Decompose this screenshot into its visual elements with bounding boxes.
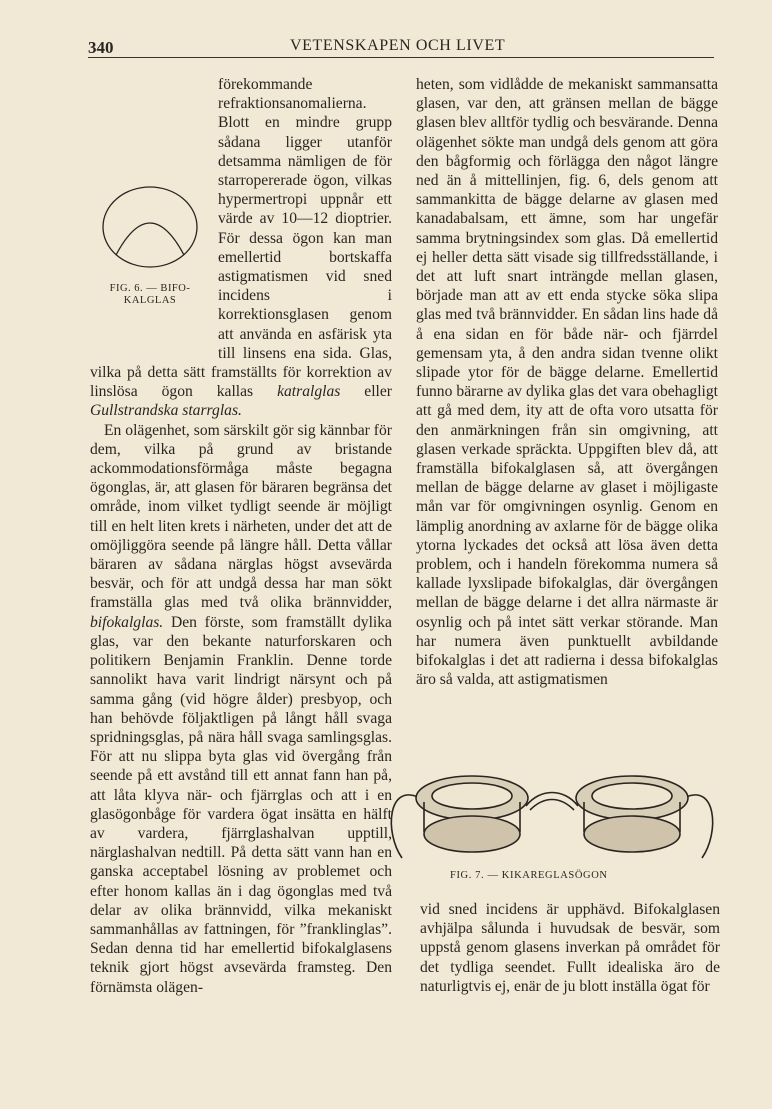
figure-6-caption: FIG. 6. — BIFO- KALGLAS [109, 283, 191, 306]
term-gullstrandska: Gullstrandska starrglas. [90, 402, 242, 420]
right-paragraph-2: vid sned incidens är upphävd. Bifokalglasen avhjälpa sålunda i huvudsak de besvär, som uppstå genom glasens inverkan på området för det tydliga seendet. Fullt idealiska äro de naturligtvis ej, enär de ju blott inställa ögat för [420, 901, 720, 995]
left-column [90, 75, 392, 997]
right-paragraph-1: heten, som vidlådde de mekaniskt sammansatta glasen, var den, att gränsen mellan de bägge glasen blev alltför tydlig och besvärande. Denna olägenhet sökte man undgå dels genom att göra den bågformig och förlägga den något längre ned än å mittellinjen, fig. 6, dels genom att sammankitta de bägge delarne av glasen med kanadabalsam, ett ämne, som har ungefär samma brytningsindex som glas. Då emellertid ej heller detta sätt visade sig tillfredsställande, i det att luft snart inträngde mellan glasen, började man att av ett enda stycke söka slipa glas med två brännvidder. En sådan lins hade då å ena sidan en för både när- och fjärrdel gemensam yta, å den andra sidan tvenne olikt slipade ytor för de bägge delarne. Emellertid funno bärarne av dylika glas det vara obehagligt att gå med dem, ity att de ofta voro utsatta för den anmärkningen från sin omgivning, att glasen verkade spräckta. Uppgiften blev då, att framställa bifokalglasen så, att övergången mellan de bägge delarne av glaset i möjligaste mån var för omgivningen osynlig. Genom en lämplig anordning av axlarne för de bägge olika ytorna lyckades det också att lösa även detta problem, och i handeln förekomma numera så kallade lyxslipade bifokalglas, där övergången mellan de bägge delarne i det allra närmaste är osynlig och på intet sätt verkar störande. Man har numera även punktuellt avbildande bifokalglas i det att radierna i dessa bifokalglas äro så valda, att astigmatismen [416, 76, 718, 689]
term-bifokalglas: bifokalglas. [90, 613, 164, 631]
bifocal-lens-diagram [100, 183, 200, 273]
left-paragraph-1: FIG. 6. — BIFO- KALGLAS förekommande refraktionsanomalierna. Blott en mindre grupp sådana ligger utanför detsamma nämligen de för starropererade ögon, vilkas hypermertropi uppnår ett värde av 10—12 dioptrier. För dessa ögon kan man emellertid bortskaffa astigmatismen vid sned incidens i korrektionsglasen genom att använda en asfärisk yta till linsens ena sida. Glas, vilka på detta sätt framställts för korrektion av linslösa ögon kallas katralglas eller Gullstrandska starrglas. [90, 76, 392, 420]
figure-6 [90, 171, 210, 347]
running-head: VETENSKAPEN OCH LIVET [290, 37, 506, 54]
right-column-continuation [420, 900, 720, 996]
header-rule [88, 57, 714, 58]
page-number: 340 [88, 38, 114, 57]
figure-7 [380, 762, 724, 890]
binocular-spectacles-illustration [380, 762, 724, 870]
term-katralglas: katralglas [277, 383, 341, 401]
right-column [416, 75, 718, 690]
figure-7-caption: FIG. 7. — KIKAREGLASÖGON [450, 870, 608, 881]
left-paragraph-2: En olägenhet, som särskilt gör sig kännbar för dem, vilka på grund av bristande ackommodationsförmåga måste begagna ögonglas, är, att glasen för bäraren begränsa det område, inom vilket tydligt seende är möjligt till en helt liten krets i närheten, under det att de omöjliggöra seende på längre håll. Detta vållar bäraren av sådana närglas högst avsevärda besvär, och för att undgå dessa har man sökt framställa glas med två olika brännvidder, bifokalglas. Den förste, som framställt dylika glas, var den bekante naturforskaren och politikern Benjamin Franklin. Denne torde sannolikt hava varit lindrigt närsynt och på samma gång (vid högre ålder) presbyop, och han behövde följaktligen på långt håll svaga spridningsglas, på nära håll svaga samlingsglas. För att nu slippa byta glas vid övergång från seende på ett avstånd till ett annat fann han på, att låta klyva när- och fjärrglas och att i en glasögonbåge för vardera ögat insätta en hälft av vardera, fjärrglashalvan upptill, närglashalvan nedtill. På detta sätt vann han en ganska acceptabel lösning av problemet och efter honom kallas än i dag ögonglas med två delar av olika brännvidd, vilka mekaniskt sammanhållas av fattningen, för ”franklinglas”. Sedan denna tid har emellertid bifokalglasens teknik gjort högst avsevärda framsteg. Den förnämsta olägen- [90, 421, 392, 996]
